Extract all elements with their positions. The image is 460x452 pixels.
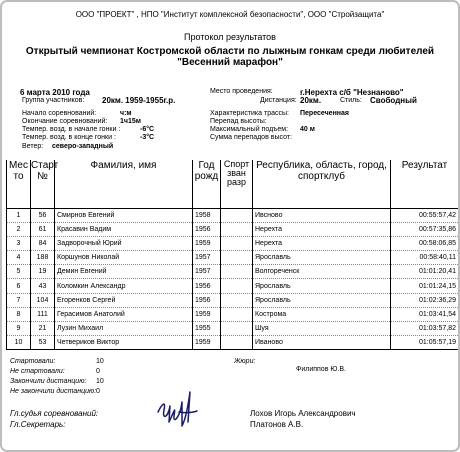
cell-start: 104	[31, 293, 55, 307]
group-label: Группа участников:	[22, 97, 85, 104]
group-value: 20км. 1959-1955г.р.	[102, 96, 176, 105]
cell-start: 43	[31, 279, 55, 293]
cell-club: Шуя	[253, 321, 391, 335]
table-row	[7, 293, 459, 307]
cell-name: Четвериков Виктор	[55, 335, 193, 349]
cell-place: 2	[7, 223, 31, 237]
place-value: г.Нерехта с/б "Незнаново"	[300, 88, 404, 97]
cell-start: 21	[31, 321, 55, 335]
cell-rank	[221, 251, 253, 265]
sum-diff-label: Сумма перепадов высот:	[210, 134, 292, 141]
cell-club: Нерехта	[253, 237, 391, 251]
cell-year: 1956	[193, 293, 221, 307]
started-label: Стартовали:	[10, 358, 56, 365]
cell-name: Лузин Михаил	[55, 321, 193, 335]
not-started-label: Не стартовали:	[10, 368, 65, 375]
judge-name: Лохов Игорь Александрович	[250, 409, 356, 418]
cell-club: Ярославль	[253, 279, 391, 293]
distance-label: Дистанция:	[260, 97, 297, 104]
cell-result: 00:57:35,86	[391, 223, 459, 237]
cell-name: Герасимов Анатолий	[55, 307, 193, 321]
cell-year: 1959	[193, 335, 221, 349]
cell-result: 01:02:36,29	[391, 293, 459, 307]
table-row	[7, 279, 459, 293]
cell-start: 19	[31, 265, 55, 279]
start-time-label: Начало соревнований:	[22, 110, 97, 117]
height-diff-label: Перепад высоты:	[210, 118, 267, 125]
table-row	[7, 209, 459, 223]
cell-year: 1957	[193, 251, 221, 265]
cell-year: 1955	[193, 321, 221, 335]
cell-club: Ивсново	[253, 209, 391, 223]
cell-club: Иваново	[253, 335, 391, 349]
cell-result: 01:01:24,15	[391, 279, 459, 293]
organizers-line: ООО "ПРОЕКТ" , НПО "Институт комплексной безопасности", ООО "Стройзащита"	[75, 10, 385, 19]
header-result: Результат	[391, 160, 459, 209]
handwritten-signature	[152, 382, 202, 432]
cell-place: 3	[7, 237, 31, 251]
cell-place: 9	[7, 321, 31, 335]
cell-rank	[221, 321, 253, 335]
cell-rank	[221, 307, 253, 321]
place-label: Место проведения:	[210, 88, 273, 95]
cell-year: 1956	[193, 279, 221, 293]
temp-start-label: Темпер. возд. в начале гонки :	[22, 126, 121, 133]
cell-club: Нерехта	[253, 223, 391, 237]
cell-rank	[221, 293, 253, 307]
max-climb-value: 40 м	[300, 126, 315, 133]
event-date: 6 марта 2010 года	[20, 88, 90, 97]
track-value: Пересеченная	[300, 110, 350, 117]
header-place: Мес то	[7, 160, 31, 209]
secretary-name: Платонов А.В.	[250, 420, 304, 429]
table-row	[7, 307, 459, 321]
protocol-title: Протокол результатов	[184, 32, 276, 42]
header-club: Республика, область, город, спортклуб	[253, 160, 391, 209]
table-row	[7, 321, 459, 335]
style-label: Стиль:	[340, 97, 362, 104]
cell-start: 53	[31, 335, 55, 349]
cell-rank	[221, 237, 253, 251]
cell-club: Ярославль	[253, 251, 391, 265]
table-row	[7, 251, 459, 265]
end-time-label: Окончание соревнований:	[22, 118, 108, 125]
cell-result: 00:55:57,42	[391, 209, 459, 223]
cell-start: 56	[31, 209, 55, 223]
cell-club: Волгореченск	[253, 265, 391, 279]
not-finished-label: Не закончили дистанцию:	[10, 388, 97, 395]
not-started-value: 0	[96, 368, 100, 375]
cell-place: 5	[7, 265, 31, 279]
cell-year: 1956	[193, 223, 221, 237]
cell-name: Коршунов Николай	[55, 251, 193, 265]
table-row	[7, 237, 459, 251]
cell-place: 6	[7, 279, 31, 293]
temp-end-value: -3°С	[140, 134, 155, 141]
results-table	[6, 160, 459, 350]
cell-start: 84	[31, 237, 55, 251]
temp-end-label: Темпер. возд. в конце гонки :	[22, 134, 116, 141]
table-row	[7, 335, 459, 349]
cell-result: 00:58:40,11	[391, 251, 459, 265]
end-time-value: 1ч15м	[120, 118, 141, 125]
cell-club: Кострома	[253, 307, 391, 321]
track-label: Характеристика трассы:	[210, 110, 289, 117]
secretary-label: Гл.Секретарь:	[10, 420, 66, 429]
cell-name: Демин Евгений	[55, 265, 193, 279]
wind-label: Ветер:	[22, 143, 44, 150]
cell-rank	[221, 335, 253, 349]
table-row	[7, 265, 459, 279]
header-year: Год рожд	[193, 160, 221, 209]
cell-result: 01:03:41,54	[391, 307, 459, 321]
not-finished-value: 0	[96, 388, 100, 395]
cell-place: 4	[7, 251, 31, 265]
table-header-row	[7, 160, 459, 209]
started-value: 10	[96, 358, 104, 365]
cell-place: 10	[7, 335, 31, 349]
cell-name: Задворочный Юрий	[55, 237, 193, 251]
cell-club: Ярославль	[253, 293, 391, 307]
cell-year: 1959	[193, 307, 221, 321]
cell-year: 1958	[193, 209, 221, 223]
jury-member: Филиппов Ю.В.	[296, 366, 346, 373]
cell-result: 00:58:06,85	[391, 237, 459, 251]
cell-rank	[221, 279, 253, 293]
cell-place: 8	[7, 307, 31, 321]
style-value: Свободный	[370, 96, 417, 105]
table-row	[7, 223, 459, 237]
judge-label: Гл.судья соревнований:	[10, 409, 99, 418]
cell-start: 188	[31, 251, 55, 265]
finished-value: 10	[96, 378, 104, 385]
header-rank: Спорт зван разр	[221, 160, 253, 209]
cell-name: Коломкин Александр	[55, 279, 193, 293]
jury-label: Жюри:	[234, 358, 256, 365]
header-name: Фамилия, имя	[55, 160, 193, 209]
cell-year: 1957	[193, 265, 221, 279]
cell-start: 61	[31, 223, 55, 237]
cell-year: 1959	[193, 237, 221, 251]
wind-value: северо-западный	[52, 143, 114, 150]
start-time-value: ч:м	[120, 110, 132, 117]
cell-result: 01:03:57,82	[391, 321, 459, 335]
distance-value: 20км.	[300, 96, 322, 105]
cell-name: Красавин Вадим	[55, 223, 193, 237]
cell-place: 7	[7, 293, 31, 307]
cell-rank	[221, 209, 253, 223]
cell-result: 01:01:20,41	[391, 265, 459, 279]
max-climb-label: Максимальный подъем:	[210, 126, 289, 133]
cell-place: 1	[7, 209, 31, 223]
championship-title: Открытый чемпионат Костромской области по лыжным гонкам среди любителей "Весенний марафон"	[25, 46, 435, 68]
cell-rank	[221, 223, 253, 237]
cell-start: 111	[31, 307, 55, 321]
temp-start-value: -6°С	[140, 126, 155, 133]
cell-name: Смирнов Евгений	[55, 209, 193, 223]
cell-name: Егоренков Сергей	[55, 293, 193, 307]
cell-result: 01:05:57,19	[391, 335, 459, 349]
header-start: Старт №	[31, 160, 55, 209]
cell-rank	[221, 265, 253, 279]
finished-label: Закончили дистанцию:	[10, 378, 87, 385]
